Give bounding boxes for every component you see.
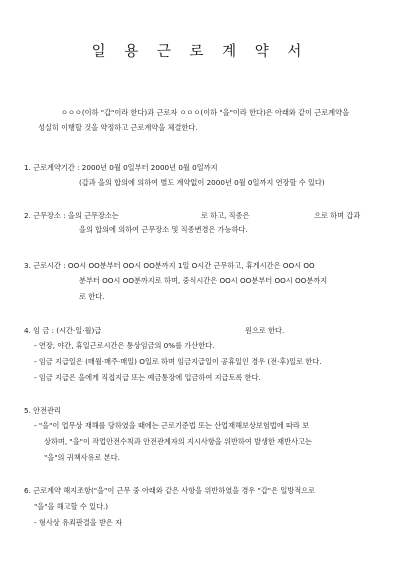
section-1-note: (갑과 을의 합의에 의하여 별도 계약없이 2000년 0월 0일까지 연장할 수 있다) (79, 178, 325, 187)
section-5-item-1: - "을"이 업무상 재해를 당하였을 때에는 근로기준법 또는 산업재해보상보험법에 따라 보 (34, 421, 310, 430)
section-6-heading: 6. 근로계약 해지조항("을"이 근무 중 아래와 같은 사항을 위반하였을 경우 "갑"은 일방적으로 (24, 486, 316, 495)
section-2-line-2: 을의 합의에 의하여 근무장소 및 직종변경은 가능하다. (79, 225, 248, 234)
section-4-wage-suffix: 원으로 한다. (245, 326, 285, 335)
section-3-line-2: 분부터 OO시 OO분까지로 하며, 중식시간은 OO시 OO분부터 OO시 OO분까지 (79, 276, 328, 285)
intro-line-2: 성실히 이행할 것을 약정하고 근로계약을 체결한다. (38, 123, 198, 132)
section-2-part-2: 로 하고, 직종은 (201, 211, 250, 220)
section-2-heading: 2. 근무장소 : 을의 근무장소는 (24, 211, 119, 220)
section-5-item-1-cont-2: "을"의 귀책사유로 본다. (44, 453, 120, 462)
section-6-item-1: - 형사상 유죄판결을 받은 자 (34, 518, 123, 527)
section-5-heading: 5. 안전관리 (24, 406, 61, 415)
section-4-item-1: - 연장, 야간, 휴일근로시간은 통상임금의 0%를 가산한다. (34, 341, 215, 350)
document-title: 일 용 근 로 계 약 서 (91, 44, 309, 60)
section-3-heading: 3. 근로시간 : OO시 OO분부터 OO시 OO분까지 1일 O시간 근무하고, 휴게시간은 OO시 OO (24, 261, 315, 270)
section-4-item-2: - 임금 지급일은 (매월·매주·매일) O일로 하며 임금지급일이 공휴일인 경우 (전·후)일로 한다. (34, 357, 322, 366)
section-5-item-1-cont-1: 상하며, "을"이 작업안전수칙과 안전관계자의 지시사항을 위반하여 발생한 재반사고는 (44, 437, 312, 446)
section-1-heading: 1. 근로계약기간 : 2000년 0월 0일부터 2000년 0월 0일까지 (24, 163, 218, 172)
section-4-item-3: - 임금 지급은 을에게 직접지급 또는 예금통장에 입금하여 지급토록 한다. (34, 373, 261, 382)
section-3-line-3: 로 한다. (79, 292, 105, 301)
intro-line-1: ㅇㅇㅇ(이하 "갑"이라 한다)과 근로자 ㅇㅇㅇ(이하 "을"이라 한다)은 아래와 같이 근로계약을 (61, 108, 350, 117)
section-2-part-3: 으로 하며 갑과 (314, 211, 361, 220)
section-4-heading: 4. 임 금 : (시간·일·월)급 (24, 326, 102, 335)
section-6-heading-cont: "을"을 해고할 수 있다.) (34, 502, 109, 511)
